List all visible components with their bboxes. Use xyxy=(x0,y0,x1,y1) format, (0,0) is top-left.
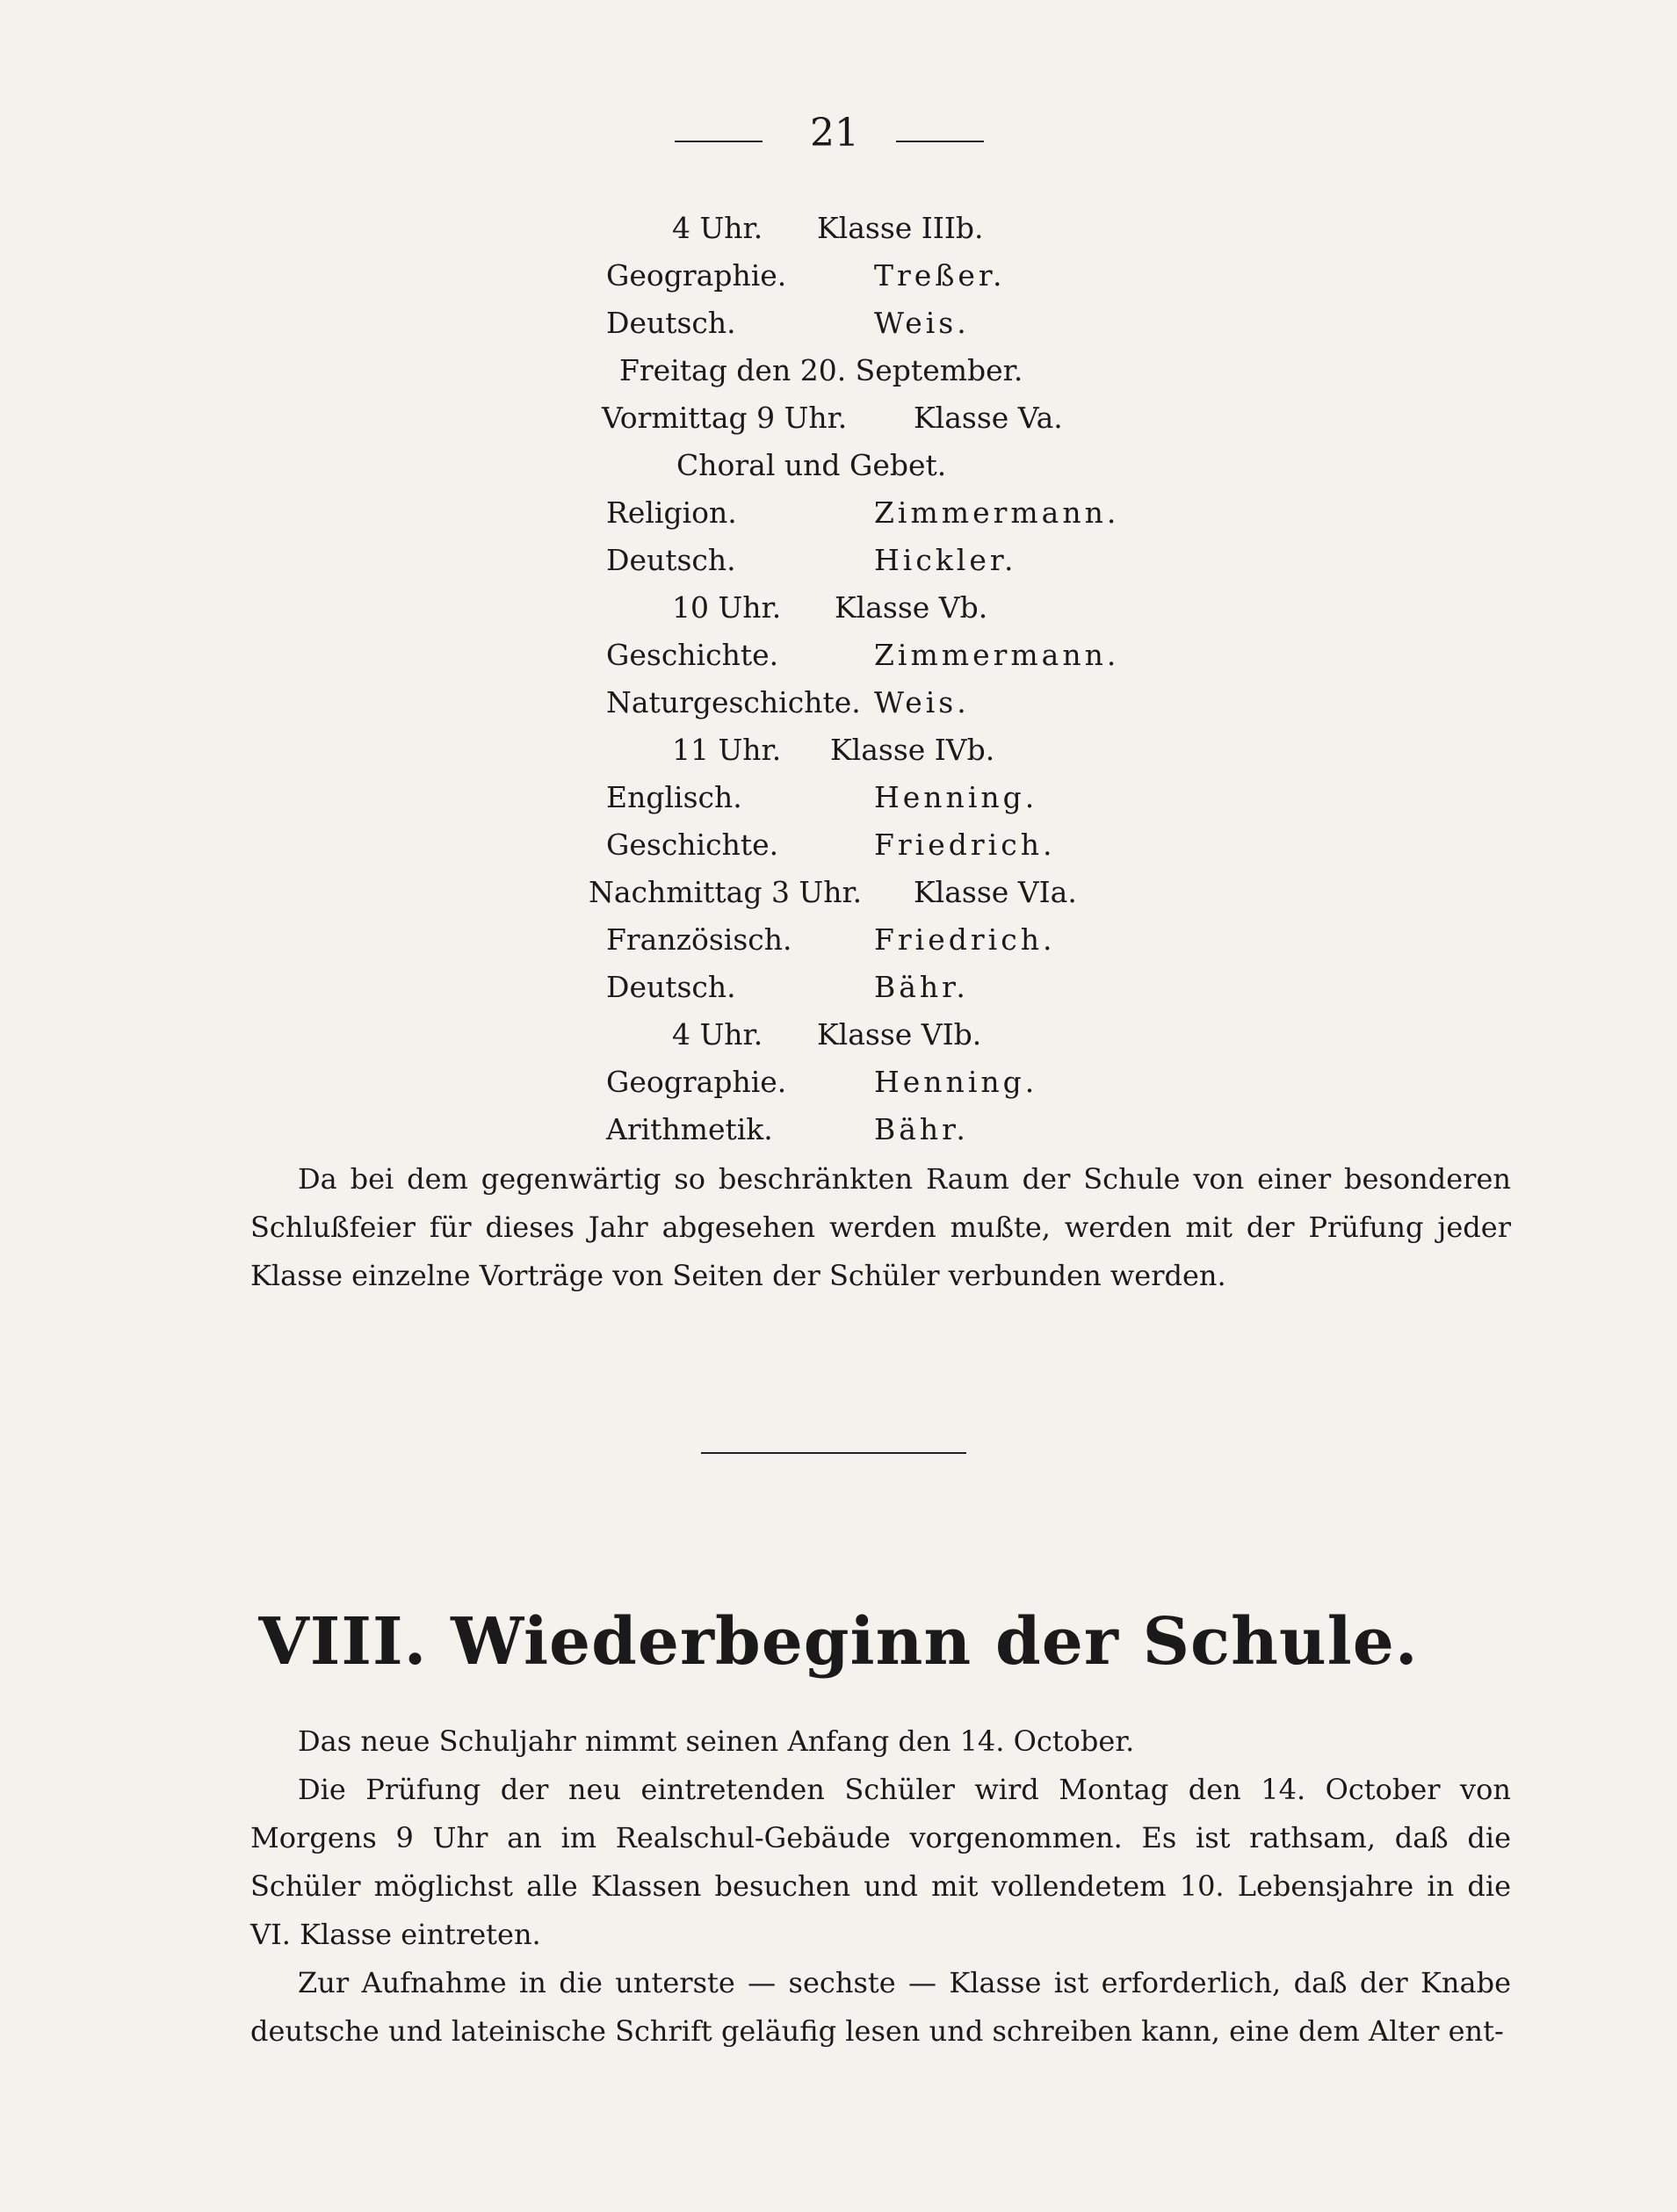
schedule-row xyxy=(0,441,1677,488)
schedule-row xyxy=(0,915,1677,963)
schedule-subject: Englisch. xyxy=(606,780,742,814)
schedule-note: Choral und Gebet. xyxy=(676,448,947,482)
schedule-row xyxy=(0,536,1677,583)
schedule-class: Klasse VIb. xyxy=(817,1017,982,1052)
schedule-row xyxy=(0,1105,1677,1153)
schedule-row xyxy=(0,726,1677,773)
schedule-teacher: Bähr. xyxy=(874,1112,969,1146)
schedule-class: Klasse VIa. xyxy=(914,875,1077,909)
schedule-row xyxy=(0,631,1677,678)
schedule-day: Freitag den 20. September. xyxy=(619,353,1023,387)
section-divider xyxy=(701,1452,966,1454)
schedule-row xyxy=(0,820,1677,868)
section-paragraph: Die Prüfung der neu eintretenden Schüler wird Montag den 14. October von Morgens 9 Uhr an im Realschul-Gebäude vorgenommen. Es ist rathsam, daß die Schüler möglichst alle Klassen besuchen und mit vollendetem 10. Lebensjahre in die VI. Klasse eintreten. xyxy=(250,1773,1511,1951)
schedule-teacher: Henning. xyxy=(874,780,1038,814)
schedule-row xyxy=(0,488,1677,536)
schedule-subject: Geschichte. xyxy=(606,638,779,672)
schedule-class: Klasse Va. xyxy=(914,401,1063,435)
schedule-row xyxy=(0,394,1677,441)
schedule-subject: Geschichte. xyxy=(606,828,779,862)
section-paragraph: Das neue Schuljahr nimmt seinen Anfang den 14. October. xyxy=(298,1724,1135,1758)
schedule-class: Klasse IIIb. xyxy=(817,211,984,245)
page-number: 21 xyxy=(810,111,859,155)
schedule-row xyxy=(0,251,1677,299)
schedule-time: Vormittag 9 Uhr. xyxy=(602,401,848,435)
schedule-row xyxy=(0,963,1677,1010)
schedule-teacher: Zimmermann. xyxy=(874,638,1120,672)
schedule-subject: Deutsch. xyxy=(606,970,736,1004)
schedule-row xyxy=(0,678,1677,726)
schedule-subject: Arithmetik. xyxy=(606,1112,773,1146)
schedule-class: Klasse IVb. xyxy=(830,733,995,767)
schedule-time: 10 Uhr. xyxy=(672,590,782,625)
schedule-teacher: Henning. xyxy=(874,1065,1038,1099)
schedule-class: Klasse Vb. xyxy=(835,590,988,625)
schedule-teacher: Hickler. xyxy=(874,543,1017,577)
schedule-subject: Religion. xyxy=(606,495,737,530)
schedule-row xyxy=(0,1058,1677,1105)
schedule-teacher: Weis. xyxy=(874,685,970,719)
schedule-teacher: Friedrich. xyxy=(874,828,1056,862)
schedule-subject: Deutsch. xyxy=(606,306,736,340)
schedule-teacher: Treßer. xyxy=(874,258,1006,293)
schedule-subject: Geographie. xyxy=(606,1065,787,1099)
schedule-teacher: Zimmermann. xyxy=(874,495,1120,530)
schedule-subject: Deutsch. xyxy=(606,543,736,577)
schedule-row xyxy=(0,346,1677,394)
section-paragraph: Zur Aufnahme in die unterste — sechste — Klasse ist erforderlich, daß der Knabe deutsche und lateinische Schrift geläufig lesen und schreiben kann, eine dem Alter ent- xyxy=(250,1966,1511,2048)
section-heading: VIII. Wiederbeginn der Schule. xyxy=(258,1604,1419,1680)
header-rule-left xyxy=(675,141,763,142)
schedule-time: 4 Uhr. xyxy=(672,211,763,245)
closing-paragraph: Da bei dem gegenwärtig so beschränkten Raum der Schule von einer besonderen Schlußfeier für dieses Jahr abgesehen werden mußte, werden mit der Prüfung jeder Klasse einzelne Vorträge von Seiten der Schüler verbunden werden. xyxy=(250,1162,1511,1292)
schedule-teacher: Bähr. xyxy=(874,970,969,1004)
schedule-subject: Naturgeschichte. xyxy=(606,685,861,719)
schedule-row xyxy=(0,299,1677,346)
schedule-time: Nachmittag 3 Uhr. xyxy=(589,875,863,909)
schedule-row xyxy=(0,1010,1677,1058)
exam-schedule xyxy=(0,204,1677,1153)
schedule-subject: Französisch. xyxy=(606,922,792,957)
schedule-row xyxy=(0,204,1677,251)
schedule-time: 11 Uhr. xyxy=(672,733,782,767)
schedule-row xyxy=(0,583,1677,631)
page-header xyxy=(0,111,1677,163)
schedule-row xyxy=(0,868,1677,915)
schedule-subject: Geographie. xyxy=(606,258,787,293)
schedule-teacher: Weis. xyxy=(874,306,970,340)
header-rule-right xyxy=(896,141,984,142)
schedule-time: 4 Uhr. xyxy=(672,1017,763,1052)
schedule-teacher: Friedrich. xyxy=(874,922,1056,957)
schedule-row xyxy=(0,773,1677,820)
